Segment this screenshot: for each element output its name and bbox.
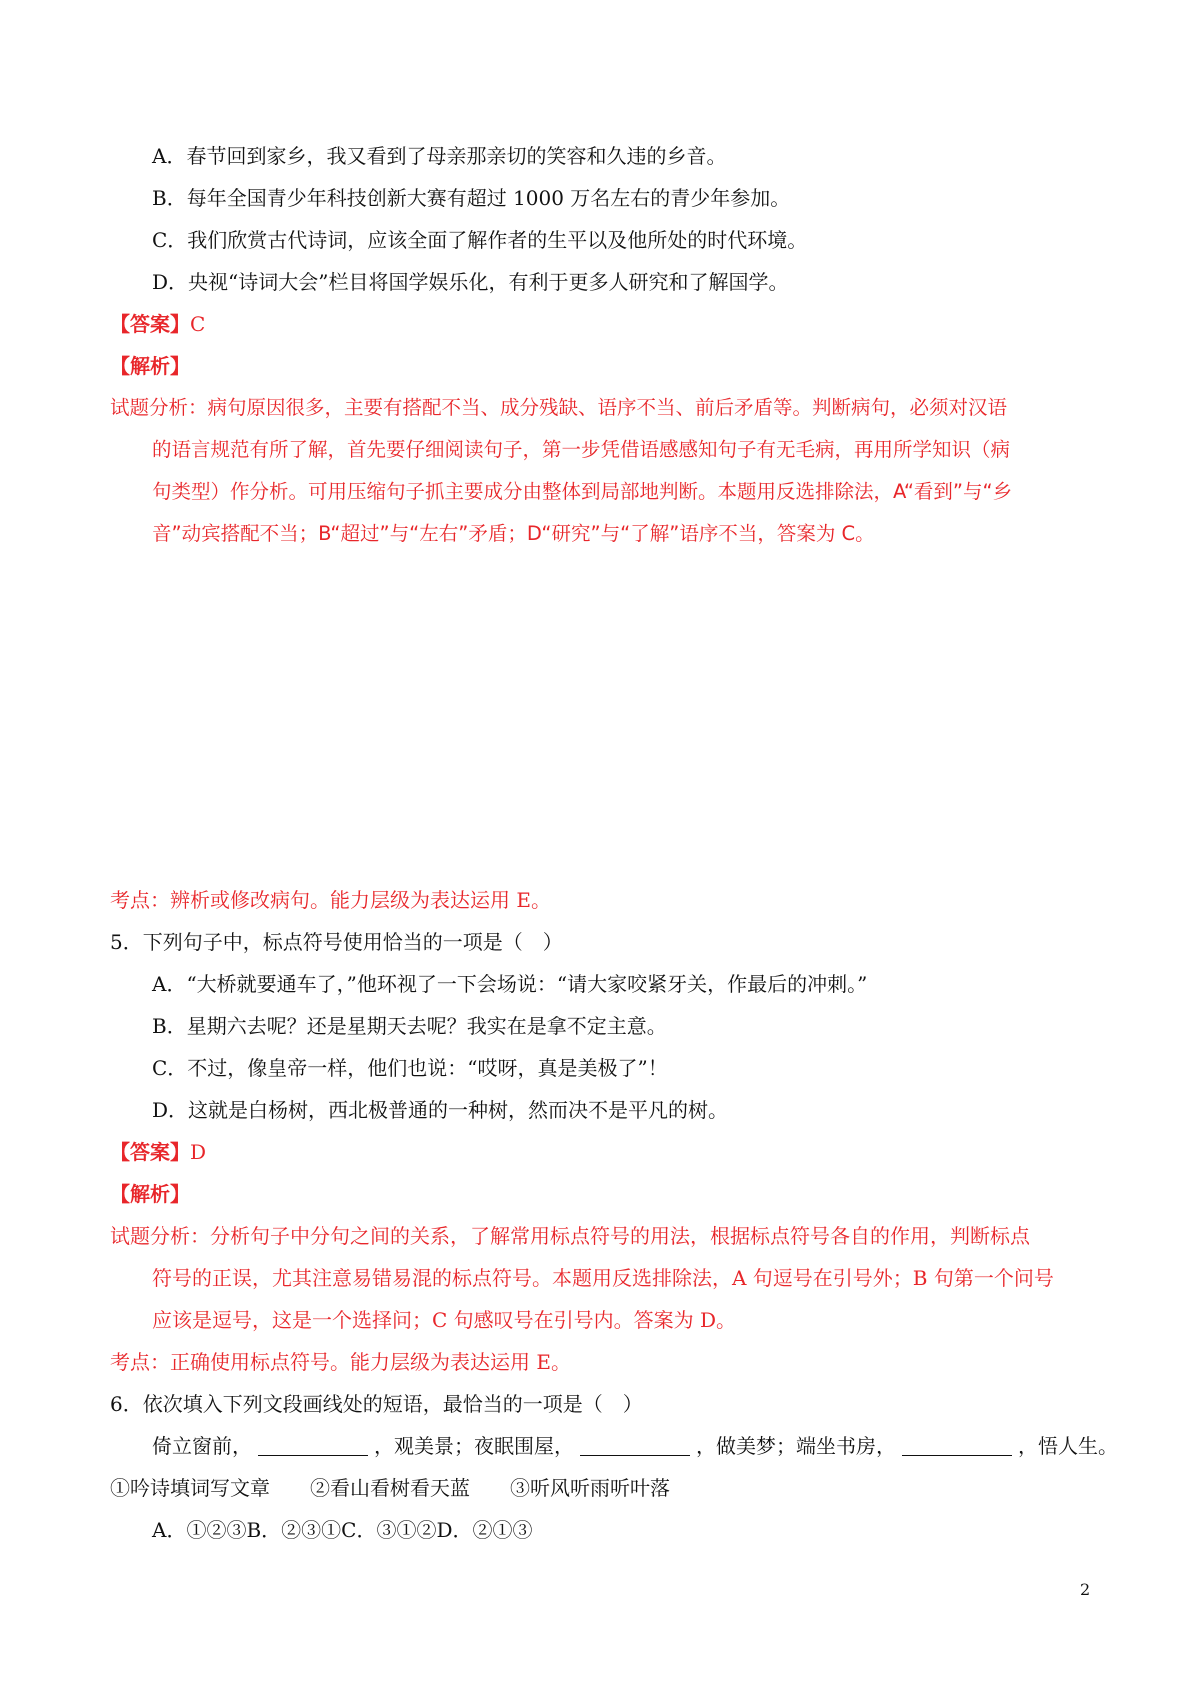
q5-analysis-line-2: 符号的正误，尤其注意易错易混的标点符号。本题用反选排除法，A 句逗号在引号外；B 句第一个问号 xyxy=(152,1266,1054,1290)
q6-text-3: ，做美梦；端坐书房， xyxy=(696,1434,896,1458)
q4-analysis-line-4: 音”动宾搭配不当；B“超过”与“左右”矛盾；D“研究”与“了解”语序不当，答案为 C。 xyxy=(152,522,875,545)
q5-stem: 5．下列句子中，标点符号使用恰当的一项是（ ） xyxy=(110,930,563,954)
q5-analysis-line-1: 试题分析：分析句子中分句之间的关系，了解常用标点符号的用法，根据标点符号各自的作用，判断标点 xyxy=(110,1224,1030,1248)
q6-text-4: ，悟人生。 xyxy=(1018,1434,1118,1458)
q4-analysis-line-2: 的语言规范有所了解，首先要仔细阅读句子，第一步凭借语感感知句子有无毛病，再用所学知识（病 xyxy=(152,438,1011,461)
q4-answer xyxy=(110,310,205,338)
answer-label: 【答案】 xyxy=(110,1140,190,1164)
q5-option-d: D．这就是白杨树，西北极普通的一种树，然而决不是平凡的树。 xyxy=(152,1098,729,1122)
q4-kaodian: 考点：辨析或修改病句。能力层级为表达运用 E。 xyxy=(110,888,551,912)
answer-value: D xyxy=(190,1140,207,1164)
q4-option-a: A．春节回到家乡，我又看到了母亲那亲切的笑容和久违的乡音。 xyxy=(152,144,727,168)
q6-choices: ①吟诗填词写文章 ②看山看树看天蓝 ③听风听雨听叶落 xyxy=(110,1476,670,1500)
answer-value: C xyxy=(190,312,206,336)
q4-analysis-line-3: 句类型）作分析。可用压缩句子抓主要成分由整体到局部地判断。本题用反选排除法，A“看到”与“乡 xyxy=(152,480,1013,503)
blank-line xyxy=(580,1435,690,1456)
page-number: 2 xyxy=(1080,1580,1091,1599)
q5-option-b: B．星期六去呢？还是星期天去呢？我实在是拿不定主意。 xyxy=(152,1014,667,1038)
q5-answer xyxy=(110,1138,206,1166)
q5-option-c: C．不过，像皇帝一样，他们也说：“哎呀，真是美极了”！ xyxy=(152,1056,668,1080)
q4-option-b: B．每年全国青少年科技创新大赛有超过 1000 万名左右的青少年参加。 xyxy=(152,186,791,210)
q6-text-2: ，观美景；夜眠围屋， xyxy=(374,1434,574,1458)
q6-options: A．①②③B．②③①C．③①②D．②①③ xyxy=(152,1518,533,1542)
answer-label: 【答案】 xyxy=(110,312,190,336)
q5-analysis-label: 【解析】 xyxy=(110,1182,190,1206)
q5-option-a: A．“大桥就要通车了，”他环视了一下会场说：“请大家咬紧牙关，作最后的冲刺。” xyxy=(152,972,868,996)
q4-analysis-label: 【解析】 xyxy=(110,354,190,378)
q4-analysis-line-1: 试题分析：病句原因很多，主要有搭配不当、成分残缺、语序不当、前后矛盾等。判断病句，必须对汉语 xyxy=(110,396,1008,419)
q4-option-c: C．我们欣赏古代诗词，应该全面了解作者的生平以及他所处的时代环境。 xyxy=(152,228,808,252)
blank-line xyxy=(258,1435,368,1456)
q6-stem: 6．依次填入下列文段画线处的短语，最恰当的一项是（ ） xyxy=(110,1392,643,1416)
blank-line xyxy=(902,1435,1012,1456)
q5-kaodian: 考点：正确使用标点符号。能力层级为表达运用 E。 xyxy=(110,1350,571,1374)
q4-option-d: D．央视“诗词大会”栏目将国学娱乐化，有利于更多人研究和了解国学。 xyxy=(152,270,789,294)
q6-passage xyxy=(152,1432,1118,1460)
q6-text-1: 倚立窗前， xyxy=(152,1434,252,1458)
q5-analysis-line-3: 应该是逗号，这是一个选择问；C 句感叹号在引号内。答案为 D。 xyxy=(152,1308,737,1332)
